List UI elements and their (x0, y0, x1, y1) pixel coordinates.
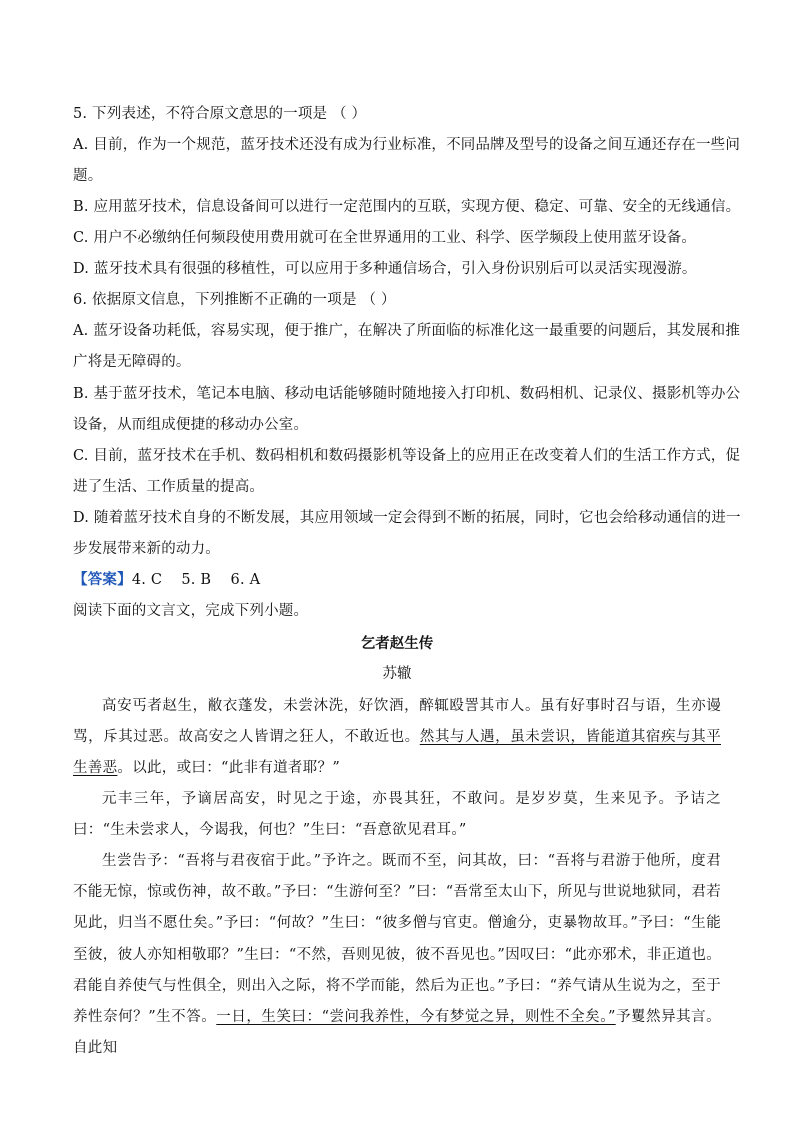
paragraph-1-underlined: 然其与人遇，虽未尝识，皆能道其宿疾与其平生善恶 (73, 729, 721, 777)
question-6-option-c-cont: 进了生活、工作质量的提高。 (73, 479, 265, 495)
answer-text: 4. C 5. B 6. A (131, 572, 261, 588)
passage-paragraph-1 (73, 691, 721, 785)
question-5-option-a: A. 目前，作为一个规范，蓝牙技术还没有成为行业标准，不同品牌及型号的设备之间互通还存在一些问 (73, 137, 741, 153)
paragraph-3-text: 生尝告予：“吾将与君夜宿于此。”予许之。既而不至，问其故，曰：“吾将与君游于他所，度君不能无惊，惊或伤神，故不敢。”予曰：“生游何至？”曰：“吾常至太山下，所见与世说地狱同，君若见此，归当不愿仕矣。”予曰：“何故？”生曰：“彼多僧与官吏。僧逾分，吏暴物故耳。”予曰：“生能至彼，彼人亦知相敬耶？”生曰：“不然，吾则见彼，彼不吾见也。”因叹曰：“此亦邪术，非正道也。君能自养使气与性俱全，则出入之际，将不学而能，然后为正也。”予曰：“养气请从生说为之，至于养性奈何？”生不答。 (73, 853, 721, 1026)
passage-paragraph-3 (73, 846, 721, 1064)
answer-tag: 【答案】 (73, 571, 132, 588)
question-5-option-b: B. 应用蓝牙技术，信息设备间可以进行一定范围内的互联，实现方便、稳定、可靠、安全的无线通信。 (73, 199, 741, 215)
paragraph-1-text: 高安丐者赵生，敝衣蓬发，未尝沐洗，好饮酒，醉辄殴詈其市人。虽有好事时召与语，生亦谩骂，斥其过恶。故高安之人皆谓之狂人，不敢近也。 (73, 698, 721, 746)
question-6-option-d-cont: 步发展带来新的动力。 (73, 541, 220, 557)
question-6-stem: 6. 依据原文信息，下列推断不正确的一项是 （ ） (73, 292, 396, 308)
question-5-option-d: D. 蓝牙技术具有很强的移植性，可以应用于多种通信场合，引入身份识别后可以灵活实现漫游。 (73, 261, 697, 277)
question-6-option-c: C. 目前，蓝牙技术在手机、数码相机和数码摄影机等设备上的应用正在改变着人们的生活工作方式，促 (73, 448, 741, 464)
question-5-option-a-cont: 题。 (73, 168, 103, 184)
reading-instruction: 阅读下面的文言文，完成下列小题。 (73, 603, 309, 619)
question-5-stem: 5. 下列表述，不符合原文意思的一项是 （ ） (73, 106, 367, 122)
passage-title: 乞者赵生传 (360, 635, 434, 652)
question-6-option-d: D. 随着蓝牙技术自身的不断发展，其应用领域一定会得到不断的拓展，同时，它也会给移动通信的进一 (73, 510, 741, 526)
question-6-option-a-cont: 广将是无障碍的。 (73, 354, 191, 370)
passage-paragraph-2: 元丰三年，予谪居高安，时见之于途，亦畏其狂，不敢问。是岁岁莫，生来见予。予诘之曰：“生未尝求人，今谒我，何也？”生曰：“吾意欲见君耳。” (73, 791, 721, 839)
paragraph-1-text-end: 。以此，或曰：“此非有道者耶？” (117, 760, 341, 777)
question-5-option-c: C. 用户不必缴纳任何频段使用费用就可在全世界通用的工业、科学、医学频段上使用蓝牙设备。 (73, 230, 697, 246)
question-6-option-a: A. 蓝牙设备功耗低，容易实现，便于推广，在解决了所面临的标准化这一最重要的问题后，其发展和推 (73, 323, 741, 339)
paragraph-3-text-end: 予矍然异其言。自此知 (73, 1009, 721, 1057)
question-6-option-b: B. 基于蓝牙技术，笔记本电脑、移动电话能够随时随地接入打印机、数码相机、记录仪、摄影机等办公 (73, 386, 741, 402)
answer-line (73, 570, 721, 590)
question-6-option-b-cont: 设备，从而组成便捷的移动办公室。 (73, 417, 309, 433)
paragraph-3-underlined: 一日，生笑曰：“尝问我养性，今有梦觉之异，则性不全矣。” (216, 1009, 616, 1026)
passage-author: 苏辙 (382, 666, 412, 682)
